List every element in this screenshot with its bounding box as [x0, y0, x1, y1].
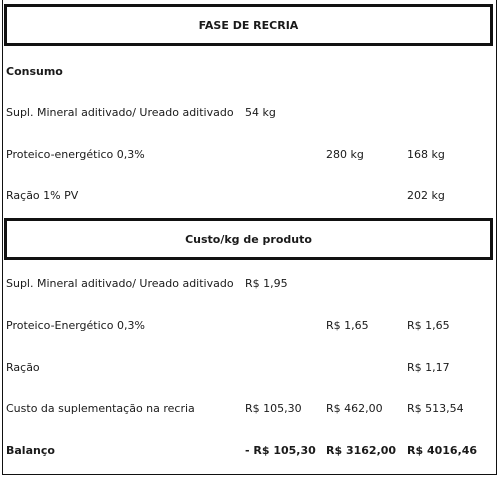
custo-row-value: R$ 1,95	[245, 277, 288, 290]
consumo-row-value: 54 kg	[245, 106, 276, 119]
custo-row-label: Ração	[6, 361, 40, 374]
custo-row-value: R$ 1,17	[407, 361, 450, 374]
custo-row-value: R$ 105,30	[245, 402, 302, 415]
consumo-row-value: 168 kg	[407, 148, 445, 161]
custo-row-label: Custo da suplementação na recria	[6, 402, 195, 415]
section-title-fase-de-recria	[4, 4, 493, 46]
consumo-row-label: Supl. Mineral aditivado/ Ureado aditivado	[6, 106, 234, 119]
section-title-text: FASE DE RECRIA	[198, 18, 299, 32]
custo-row-label: Supl. Mineral aditivado/ Ureado aditivado	[6, 277, 234, 290]
section-title-custo-kg	[4, 218, 493, 260]
custo-row-value: R$ 513,54	[407, 402, 464, 415]
custo-row-value: R$ 1,65	[407, 319, 450, 332]
consumo-row-label: Proteico-energético 0,3%	[6, 148, 145, 161]
balanco-value: R$ 3162,00	[326, 444, 397, 457]
consumo-row-value: 202 kg	[407, 189, 445, 202]
custo-row-value: R$ 1,65	[326, 319, 369, 332]
balanco-value: - R$ 105,30	[245, 444, 316, 457]
consumo-row-label: Ração 1% PV	[6, 189, 79, 202]
balanco-value: R$ 4016,46	[407, 444, 478, 457]
section-title-text: Custo/kg de produto	[185, 232, 312, 246]
consumo-heading: Consumo	[6, 65, 63, 78]
custo-row-value: R$ 462,00	[326, 402, 383, 415]
consumo-row-value: 280 kg	[326, 148, 364, 161]
balanco-label: Balanço	[6, 444, 55, 457]
custo-row-label: Proteico-Energético 0,3%	[6, 319, 145, 332]
